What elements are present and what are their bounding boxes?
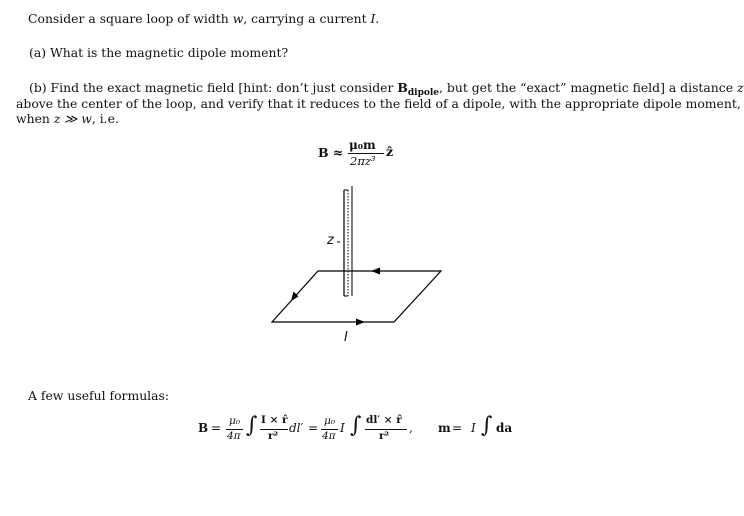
formula-comma: , [409,421,413,435]
part-b-line1-post: , but get the “exact” magnetic field] a distance [439,80,737,95]
current-label: I [344,330,348,345]
intro-w: w [232,11,244,26]
formula-B: B [198,421,209,435]
formula-mu0-1: μ₀ [229,415,241,427]
biot-savart-formula [198,412,438,448]
part-b-line2: above the center of the loop, and verify that it reduces to the field of a dipole, with the appropriate dipole moment, [16,96,741,111]
approx-denominator: 2πz³ [350,154,376,168]
b-dipole-subscript: dipole [407,88,440,98]
formula-4pi-2: 4π [322,430,336,442]
arrow-bottom-edge-icon [356,319,365,326]
intro-mid: , carrying a current [243,11,371,26]
dipole-moment-formula [438,412,518,448]
part-b-line3-pre: when [16,111,54,126]
intro-end: . [375,11,380,26]
formula-eq2: = [308,421,319,435]
formula-r2-1: r² [268,430,279,442]
formula-I: I [340,421,345,435]
integral-sign-3: ∫ [481,413,493,438]
formula-eq3: = [452,421,463,435]
integral-sign-1: ∫ [246,413,258,438]
part-b-line3-math: z ≫ w [53,111,92,126]
part-b-line1-pre: (b) Find the exact magnetic field [hint: don’t just consider [29,80,398,95]
formula-cross2: dl′ × r̂ [366,414,402,426]
z-axis-label: z [327,233,334,248]
arrow-left-edge-icon [291,292,299,302]
formula-4pi-1: 4π [227,430,241,442]
formula-dl-prime: dl′ [289,421,304,435]
part-b-line3-post: , i.e. [91,111,119,126]
arrow-top-edge-icon [371,268,380,275]
z-axis-marker [337,186,352,296]
intro-I: I [370,11,376,26]
approx-numerator: μ₀m [349,138,376,152]
formula-I-2: I [471,421,476,435]
approx-unit-vector: ẑ [386,144,394,159]
formula-eq1: = [211,421,222,435]
b-dipole-symbol: B [397,80,408,95]
formula-m: m [438,421,451,435]
formulas-heading: A few useful formulas: [28,388,170,403]
formula-cross1: I × r̂ [261,414,288,426]
part-a-question: (a) What is the magnetic dipole moment? [29,45,289,60]
intro-pre: Consider a square loop of width [28,11,233,26]
formula-mu0-2: μ₀ [324,415,336,427]
approx-lhs: B ≈ [318,145,344,160]
part-b-z: z [737,80,744,95]
formula-r2-2: r² [379,430,390,442]
formula-da: da [496,421,513,435]
integral-sign-2: ∫ [350,413,362,438]
